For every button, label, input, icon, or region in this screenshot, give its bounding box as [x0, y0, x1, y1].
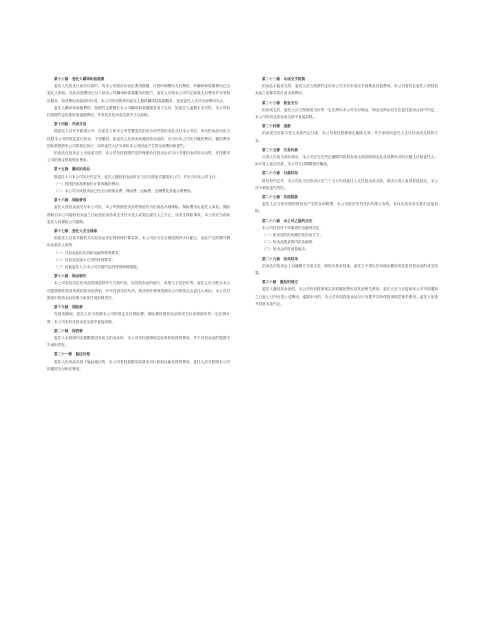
article-paragraph: （二）对拍卖品展示方式的特别要求； — [54, 257, 116, 262]
article-paragraph: （一）拍卖品的拍卖顺序及拍卖方式； — [262, 233, 324, 238]
article-heading: 第十六條 保险费用 — [54, 198, 87, 203]
article-section — [255, 76, 438, 98]
article-section — [255, 147, 438, 169]
article-section — [255, 194, 438, 216]
article-section — [47, 273, 230, 302]
article-heading: 第二十二條 未成交手续费 — [262, 77, 306, 81]
article-section — [47, 328, 230, 350]
article-section — [47, 121, 230, 164]
article-section — [255, 123, 438, 145]
article-paragraph: 委托人将拍卖品交付本公司后，本公司按照拍卖品的保留价为拍卖品办理保险，保险费用由委托人承担。保险期间自本公司接收拍卖品之日起至拍卖品成交交付买受人或退还委托人之日止。如发生保险事故，本公司应当协助委托人向保险公司索赔。 — [47, 205, 230, 224]
article-heading: 第二十四條 退款 — [262, 124, 291, 129]
article-paragraph: 拍卖品未能成交的，委托人应当按照约定向本公司支付未成交手续费及其他费用，本公司有权在委托人领回拍卖品之前要求其付清全部费用。 — [255, 84, 438, 96]
article-heading: 第十五條 撤回拍卖品 — [54, 167, 90, 172]
article-paragraph: 本公司有权对下列事项作出最终决定： — [262, 225, 324, 230]
article-heading: 第二十五條 交易价款 — [262, 147, 298, 152]
article-heading: 第二十一條 偏远处理 — [54, 352, 90, 357]
article-section — [255, 256, 438, 278]
article-section — [47, 304, 230, 326]
article-heading: 第二十條 保管费 — [54, 328, 83, 333]
article-paragraph: 如委托人以其书面形式为拍卖品设定特别保护要求的，本公司应当在合理范围内予以配合，由此产生的额外费用由委托人承担： — [47, 236, 230, 248]
article-heading: 第二十六條 付款时间 — [262, 171, 298, 176]
article-section — [255, 100, 438, 122]
article-paragraph: 拍卖成交后如买受人未按约定付款，本公司有权按照规定解除交易，并不承担向委托人支付拍卖成交款的义务。 — [255, 131, 438, 143]
article-paragraph: 除委托人与本公司另行约定外，委托人撤回拍卖品时应当以书面形式通知本公司，并应当向本公司支付： — [54, 174, 220, 179]
article-section — [47, 197, 230, 226]
article-heading: 第二十七條 其他税款 — [262, 195, 298, 200]
article-heading: 第二十三條 佣金支付 — [262, 100, 298, 105]
article-section — [47, 228, 230, 271]
article-heading: 第十八條 图录制作 — [54, 274, 87, 279]
article-paragraph: 委托人撤回拍卖品的，本公司有权按照规定收取撤拍费用及其他相关费用。委托人应当在接到本公司书面通知之日起七日内付清上述费用，逾期未付的，本公司有权将拍卖品另行处置并以所得款项抵偿相关费用。委托人知悉并同意本条约定。 — [255, 287, 438, 306]
article-paragraph: 除委托人另有书面指示外，在委托人和本公司签署委托拍卖合同并将拍卖品交付本公司后，所有拍卖品均应当按照本公司的规定进行拍卖，不得撤回。如委托人在拍卖前撤回拍卖品的，应当向本公司支付撤拍费用，撤拍费用的标准按照本公司的规定执行，同时委托人应当承担本公司因此产生的全部费用和损失。 — [47, 129, 230, 148]
article-paragraph: 拍卖品在拍卖会上以落槌方式成交后，即视为拍卖结束，委托人不得以任何理由撤回或变更该拍卖品的成交结果。 — [255, 263, 438, 276]
article-paragraph: 委托人在拍卖日前后付款时，均本公司按市价设定费用数额，可按时调整所支付费用，并翻译和装箱费用已由委托人承担。在此前款费用已付入到本公司翻译和装箱服务的账户，委托人可按本公司约定标准支付费用并享受相应服务，如该费用未能按时付清，本公司有权暂停向委托人提供翻译及装箱服务，直至委托人支付全部费用为止。 — [47, 84, 230, 103]
article-paragraph: （三）其他委托人与本公司书面约定的特别保障措施。 — [54, 265, 141, 270]
article-paragraph: （二）拍卖品图录的内容及编排； — [262, 240, 316, 245]
article-paragraph: 买受人付清全部价款后，本公司应当在约定期限内将拍卖成交款扣除佣金及各项费用后的余额支付给委托人。如买受人延迟付款，本公司支付期限相应顺延。 — [255, 155, 438, 167]
article-paragraph: （三）拍卖会的时间及地点。 — [262, 247, 309, 252]
article-section — [255, 218, 438, 254]
article-paragraph: （一）按照拍卖品保留价计算的撤拍费用； — [54, 181, 123, 186]
article-paragraph: 委托人应当依法缴纳因拍卖产生的各项税费，本公司依法负有代扣代缴义务的，有权从拍卖成交款中直接扣除。 — [255, 202, 438, 214]
article-heading: 第三十條 撤拍的规定 — [262, 280, 298, 285]
article-paragraph: 本公司有权决定拍卖品的图录制作方式和内容，包括拍卖品的照片、说明文字及估价等。委托人应当配合本公司提供制作图录所需的拍卖品资料，并对其真实性负责。图录制作费用按照本公司的规定由委托人承担。本公司对图录中的拍卖品说明不承担任何担保责任。 — [47, 281, 230, 300]
article-heading: 第二十九條 拍卖结束 — [262, 256, 298, 261]
article-heading: 第十七條 委托人安全保障 — [54, 229, 98, 234]
article-section — [47, 166, 230, 195]
article-paragraph: 委托人翻译和装箱费的，按照约定数额在本公司翻译和装箱服务项下支付，如委托人逾期未支付的，本公司有权按照约定标准收取逾期费用，并有权在拍卖成交款中予以扣除。 — [47, 105, 230, 118]
article-paragraph: 在拍卖期间，委托人应当按照本公司的规定支付保险费，保险费按照拍卖品的成交价或保留价的一定比例计算，本公司有权从拍卖成交款中直接扣除。 — [47, 312, 230, 324]
article-section — [255, 170, 438, 192]
article-heading: 第十三條 委托人翻译和装箱费 — [54, 77, 105, 81]
article-paragraph: 拍卖成交后，委托人应当按照成交价的一定比例向本公司支付佣金，佣金比例由双方在委托拍卖合同中约定，本公司有权从拍卖成交款中直接扣除。 — [255, 107, 438, 120]
article-heading: 第二十八條 本公司之最终决定 — [262, 218, 313, 223]
article-heading: 第十四條 负面交易 — [54, 122, 87, 127]
article-paragraph: 委托人拍卖品存放于偏远地区的，本公司有权根据实际情况另行收取运输及保管费用，委托人应当按照本公司的通知支付相应费用。 — [47, 359, 230, 371]
left-column — [47, 76, 230, 375]
article-paragraph: （二）本公司为该拍卖品已经支出的图录费、保险费、运输费、仓储费及其他合理费用。 — [54, 189, 195, 194]
article-section — [47, 351, 230, 373]
article-paragraph: （一）对拍卖品的存放和运输的特殊要求； — [54, 250, 123, 255]
article-paragraph: 委托人未按照约定期限领回未成交拍卖品的，本公司有权按照规定标准收取保管费用，并不对拍卖品的毁损灭失承担责任。 — [47, 335, 230, 348]
article-paragraph: 拍卖品在拍卖会上未能成交的，本公司有权按照约定的保留价在拍卖会后另行安排拍卖或协议出售，并按照本公司的规定收取相应费用。 — [47, 151, 230, 163]
article-section — [47, 76, 230, 119]
article-paragraph: 除另有约定外，本公司应当在拍卖日后三十五日内向委托人支付拍卖成交款。如因买受人原因导致延迟，本公司不承担违约责任。 — [255, 178, 438, 190]
article-section — [255, 279, 438, 308]
right-column — [255, 76, 438, 310]
article-heading: 第十九條 保险费 — [54, 305, 83, 310]
